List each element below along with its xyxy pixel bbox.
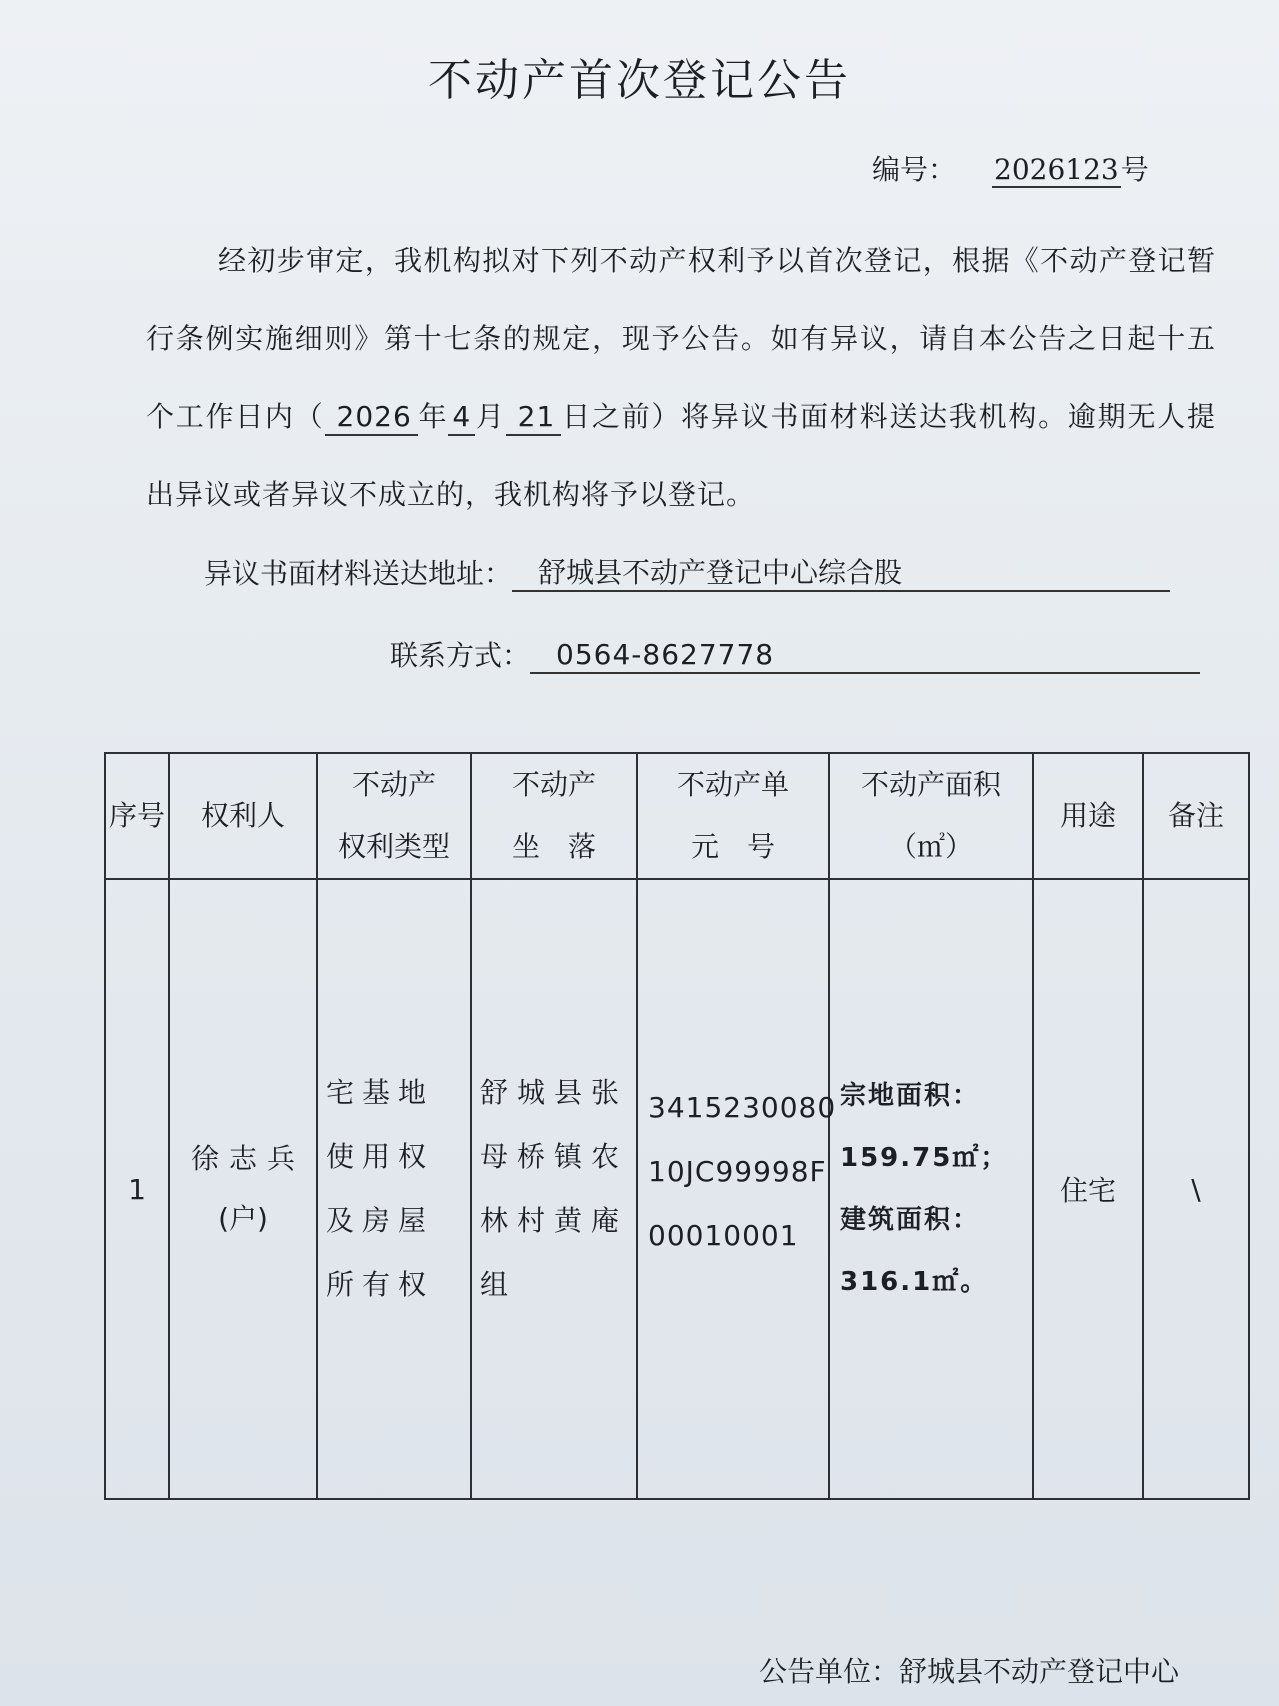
notice-text-part1: 经初步审定，我机构拟对下列不动产权利予以首次登记，根据《不动产登记暂行条例实施细则》第十七条的规定，现予公告。如有异议，请自本公告之日起十五个工作日内（ xyxy=(146,244,1216,433)
notice-text-part2: 日之前）将异议书面材料送达我机构。逾期无人提出异议或者异议不成立的，我机构将予以登记。 xyxy=(146,400,1216,511)
deadline-year-unit: 年 xyxy=(417,400,449,433)
row-usage: 住宅 xyxy=(1033,879,1143,1499)
deadline-year: 2026 xyxy=(325,400,418,436)
header-unit-number: 不动产单 元 号 xyxy=(637,753,829,879)
issuing-unit-value: 舒城县不动产登记中心 xyxy=(898,1655,1179,1688)
row-unit-number: 3415230080 10JC99998F 00010001 xyxy=(637,879,829,1499)
header-area: 不动产面积 （㎡） xyxy=(829,753,1033,879)
document-number-value: 2026123 xyxy=(994,153,1119,186)
contact-label: 联系方式： xyxy=(390,639,531,672)
contact-value: 0564-8627778 xyxy=(530,638,1200,674)
objection-address-row xyxy=(204,552,1170,592)
row-right-type: 宅基地使用权及房屋所有权 xyxy=(317,879,471,1499)
row-seq: 1 xyxy=(105,879,169,1499)
page-title: 不动产首次登记公告 xyxy=(428,55,851,106)
header-owner: 权利人 xyxy=(169,753,317,879)
issuing-unit-label: 公告单位： xyxy=(758,1655,899,1688)
contact-row xyxy=(390,634,1200,674)
header-seq: 序号 xyxy=(105,753,169,879)
header-usage: 用途 xyxy=(1033,753,1143,879)
table-header-row xyxy=(105,753,1249,879)
document-number xyxy=(872,148,1149,188)
objection-address-value: 舒城县不动产登记中心综合股 xyxy=(512,556,1170,592)
property-table xyxy=(104,752,1250,1500)
document-number-suffix: 号 xyxy=(1120,153,1149,186)
row-location: 舒城县张母桥镇农林村黄庵组 xyxy=(471,879,637,1499)
issuing-unit xyxy=(759,1650,1179,1690)
notice-paragraph xyxy=(146,222,1216,534)
row-remark: \ xyxy=(1143,879,1249,1499)
header-remark: 备注 xyxy=(1143,753,1249,879)
document-number-label: 编号： xyxy=(872,153,957,186)
deadline-day: 21 xyxy=(506,400,562,436)
header-right-type: 不动产 权利类型 xyxy=(317,753,471,879)
deadline-month-unit: 月 xyxy=(475,400,506,433)
row-owner: 徐志兵 (户) xyxy=(169,879,317,1499)
header-location: 不动产 坐 落 xyxy=(471,753,637,879)
row-area: 宗地面积：159.75㎡；建筑面积：316.1㎡。 xyxy=(829,879,1033,1499)
deadline-month: 4 xyxy=(448,400,475,436)
table-row xyxy=(105,879,1249,1499)
objection-address-label: 异议书面材料送达地址： xyxy=(204,557,513,590)
